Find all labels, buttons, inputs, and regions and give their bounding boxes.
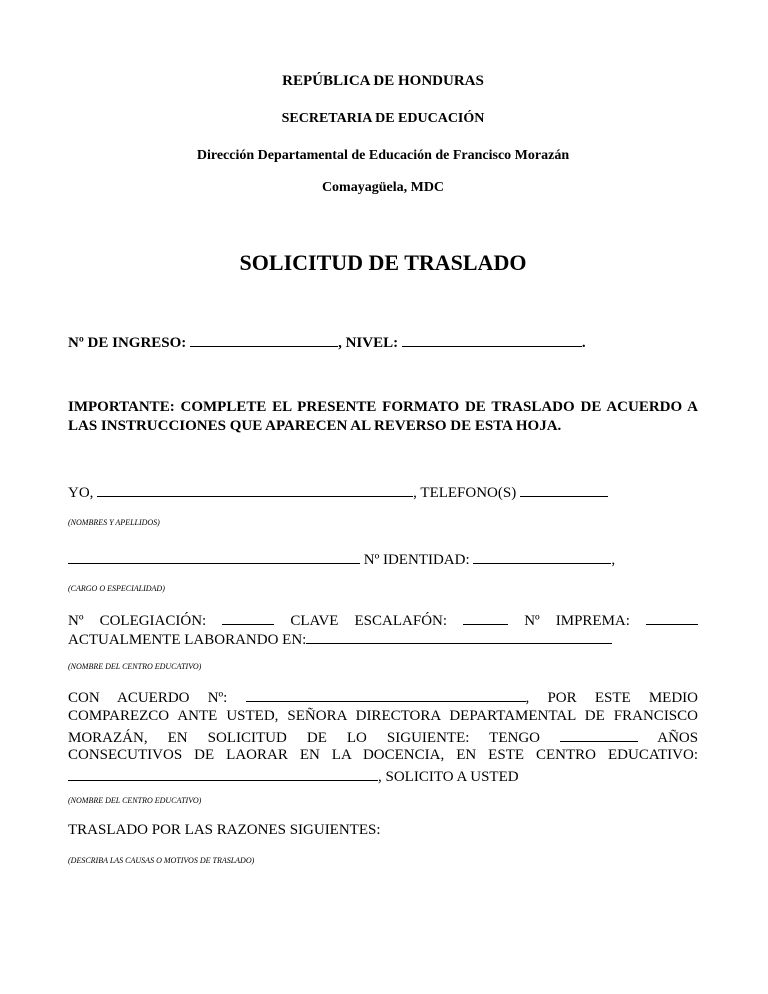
word: POR [547, 690, 577, 706]
important-line-2: LAS INSTRUCCIONES QUE APARECEN AL REVERSO DE ESTA HOJA. [68, 418, 562, 434]
telefono-label: , TELEFONO(S) [413, 485, 517, 501]
cargo-field[interactable] [68, 549, 360, 564]
word: ACUERDO [117, 690, 190, 706]
nivel-label: , NIVEL: [338, 335, 399, 351]
laborando-label: ACTUALMENTE LABORANDO EN: [68, 632, 307, 648]
word: EN [167, 730, 188, 746]
word: TENGO [489, 730, 540, 746]
important-line-1: IMPORTANTE: COMPLETE EL PRESENTE FORMATO DE TRASLADO DE ACUERDO A [68, 399, 698, 415]
page-title: SOLICITUD DE TRASLADO [239, 250, 527, 275]
hint-centro-2: (NOMBRE DEL CENTRO EDUCATIVO) [68, 796, 202, 805]
comma: , [611, 552, 616, 568]
period: . [581, 335, 586, 351]
hint-razones: (DESCRIBA LAS CAUSAS O MOTIVOS DE TRASLADO) [68, 856, 255, 865]
header-country: REPÚBLICA DE HONDURAS [282, 73, 484, 89]
word: AÑOS [657, 730, 699, 746]
telefono-field[interactable] [520, 482, 608, 497]
escalafon-field[interactable] [463, 610, 508, 625]
escalafon-label: ESCALAFÓN: [354, 613, 448, 629]
colegiacion-field[interactable] [222, 610, 274, 625]
word: MEDIO [648, 690, 698, 706]
word: LO [346, 730, 367, 746]
identidad-field[interactable] [473, 549, 611, 564]
nivel-field[interactable] [402, 332, 582, 347]
hint-cargo: (CARGO O ESPECIALIDAD) [68, 584, 165, 593]
n-label: Nº [68, 613, 84, 629]
header-city: Comayagüela, MDC [321, 180, 445, 195]
word: Nº: [207, 690, 228, 706]
imprema-field[interactable] [646, 610, 698, 625]
paragraph-line-4: CONSECUTIVOS DE LAORAR EN LA DOCENCIA, EN ESTE CENTRO EDUCATIVO: [68, 747, 698, 763]
identidad-label: Nº IDENTIDAD: [363, 552, 470, 568]
ingreso-field[interactable] [190, 332, 338, 347]
yo-label: YO, [68, 485, 94, 501]
laborando-line [68, 629, 698, 650]
header-secretary: SECRETARIA DE EDUCACIÓN [281, 111, 485, 126]
word: CON [68, 690, 100, 706]
cargo-line [68, 549, 698, 570]
acuerdo-field[interactable] [246, 687, 526, 702]
centro-field[interactable] [68, 766, 378, 781]
paragraph-line-3 [68, 727, 698, 748]
word: DE [306, 730, 327, 746]
imprema-label: IMPREMA: [555, 613, 630, 629]
n-label: Nº [524, 613, 540, 629]
colegiacion-label: COLEGIACIÓN: [99, 613, 207, 629]
clave-label: CLAVE [290, 613, 339, 629]
ingreso-line [68, 332, 698, 353]
paragraph-line-2: COMPAREZCO ANTE USTED, SEÑORA DIRECTORA DEPARTAMENTAL DE FRANCISCO [68, 708, 698, 724]
acuerdo-line: CON ACUERDO Nº: , POR ESTE MEDIO [68, 687, 698, 708]
razones-heading: TRASLADO POR LAS RAZONES SIGUIENTES: [68, 822, 381, 838]
ingreso-label: Nº DE INGRESO: [68, 335, 187, 351]
anos-field[interactable] [560, 727, 638, 742]
solicito-text: , SOLICITO A USTED [378, 769, 519, 785]
hint-centro: (NOMBRE DEL CENTRO EDUCATIVO) [68, 662, 202, 671]
word: SIGUIENTE: [386, 730, 470, 746]
hint-nombres: (NOMBRES Y APELLIDOS) [68, 518, 160, 527]
word: MORAZÁN, [68, 730, 148, 746]
word: SOLICITUD [207, 730, 287, 746]
paragraph-line-5 [68, 766, 698, 787]
yo-line [68, 482, 698, 503]
laborando-field[interactable] [306, 629, 612, 644]
header-direction: Dirección Departamental de Educación de Francisco Morazán [196, 148, 570, 163]
word: ESTE [594, 690, 631, 706]
colegiacion-line [68, 610, 698, 631]
nombres-field[interactable] [97, 482, 413, 497]
